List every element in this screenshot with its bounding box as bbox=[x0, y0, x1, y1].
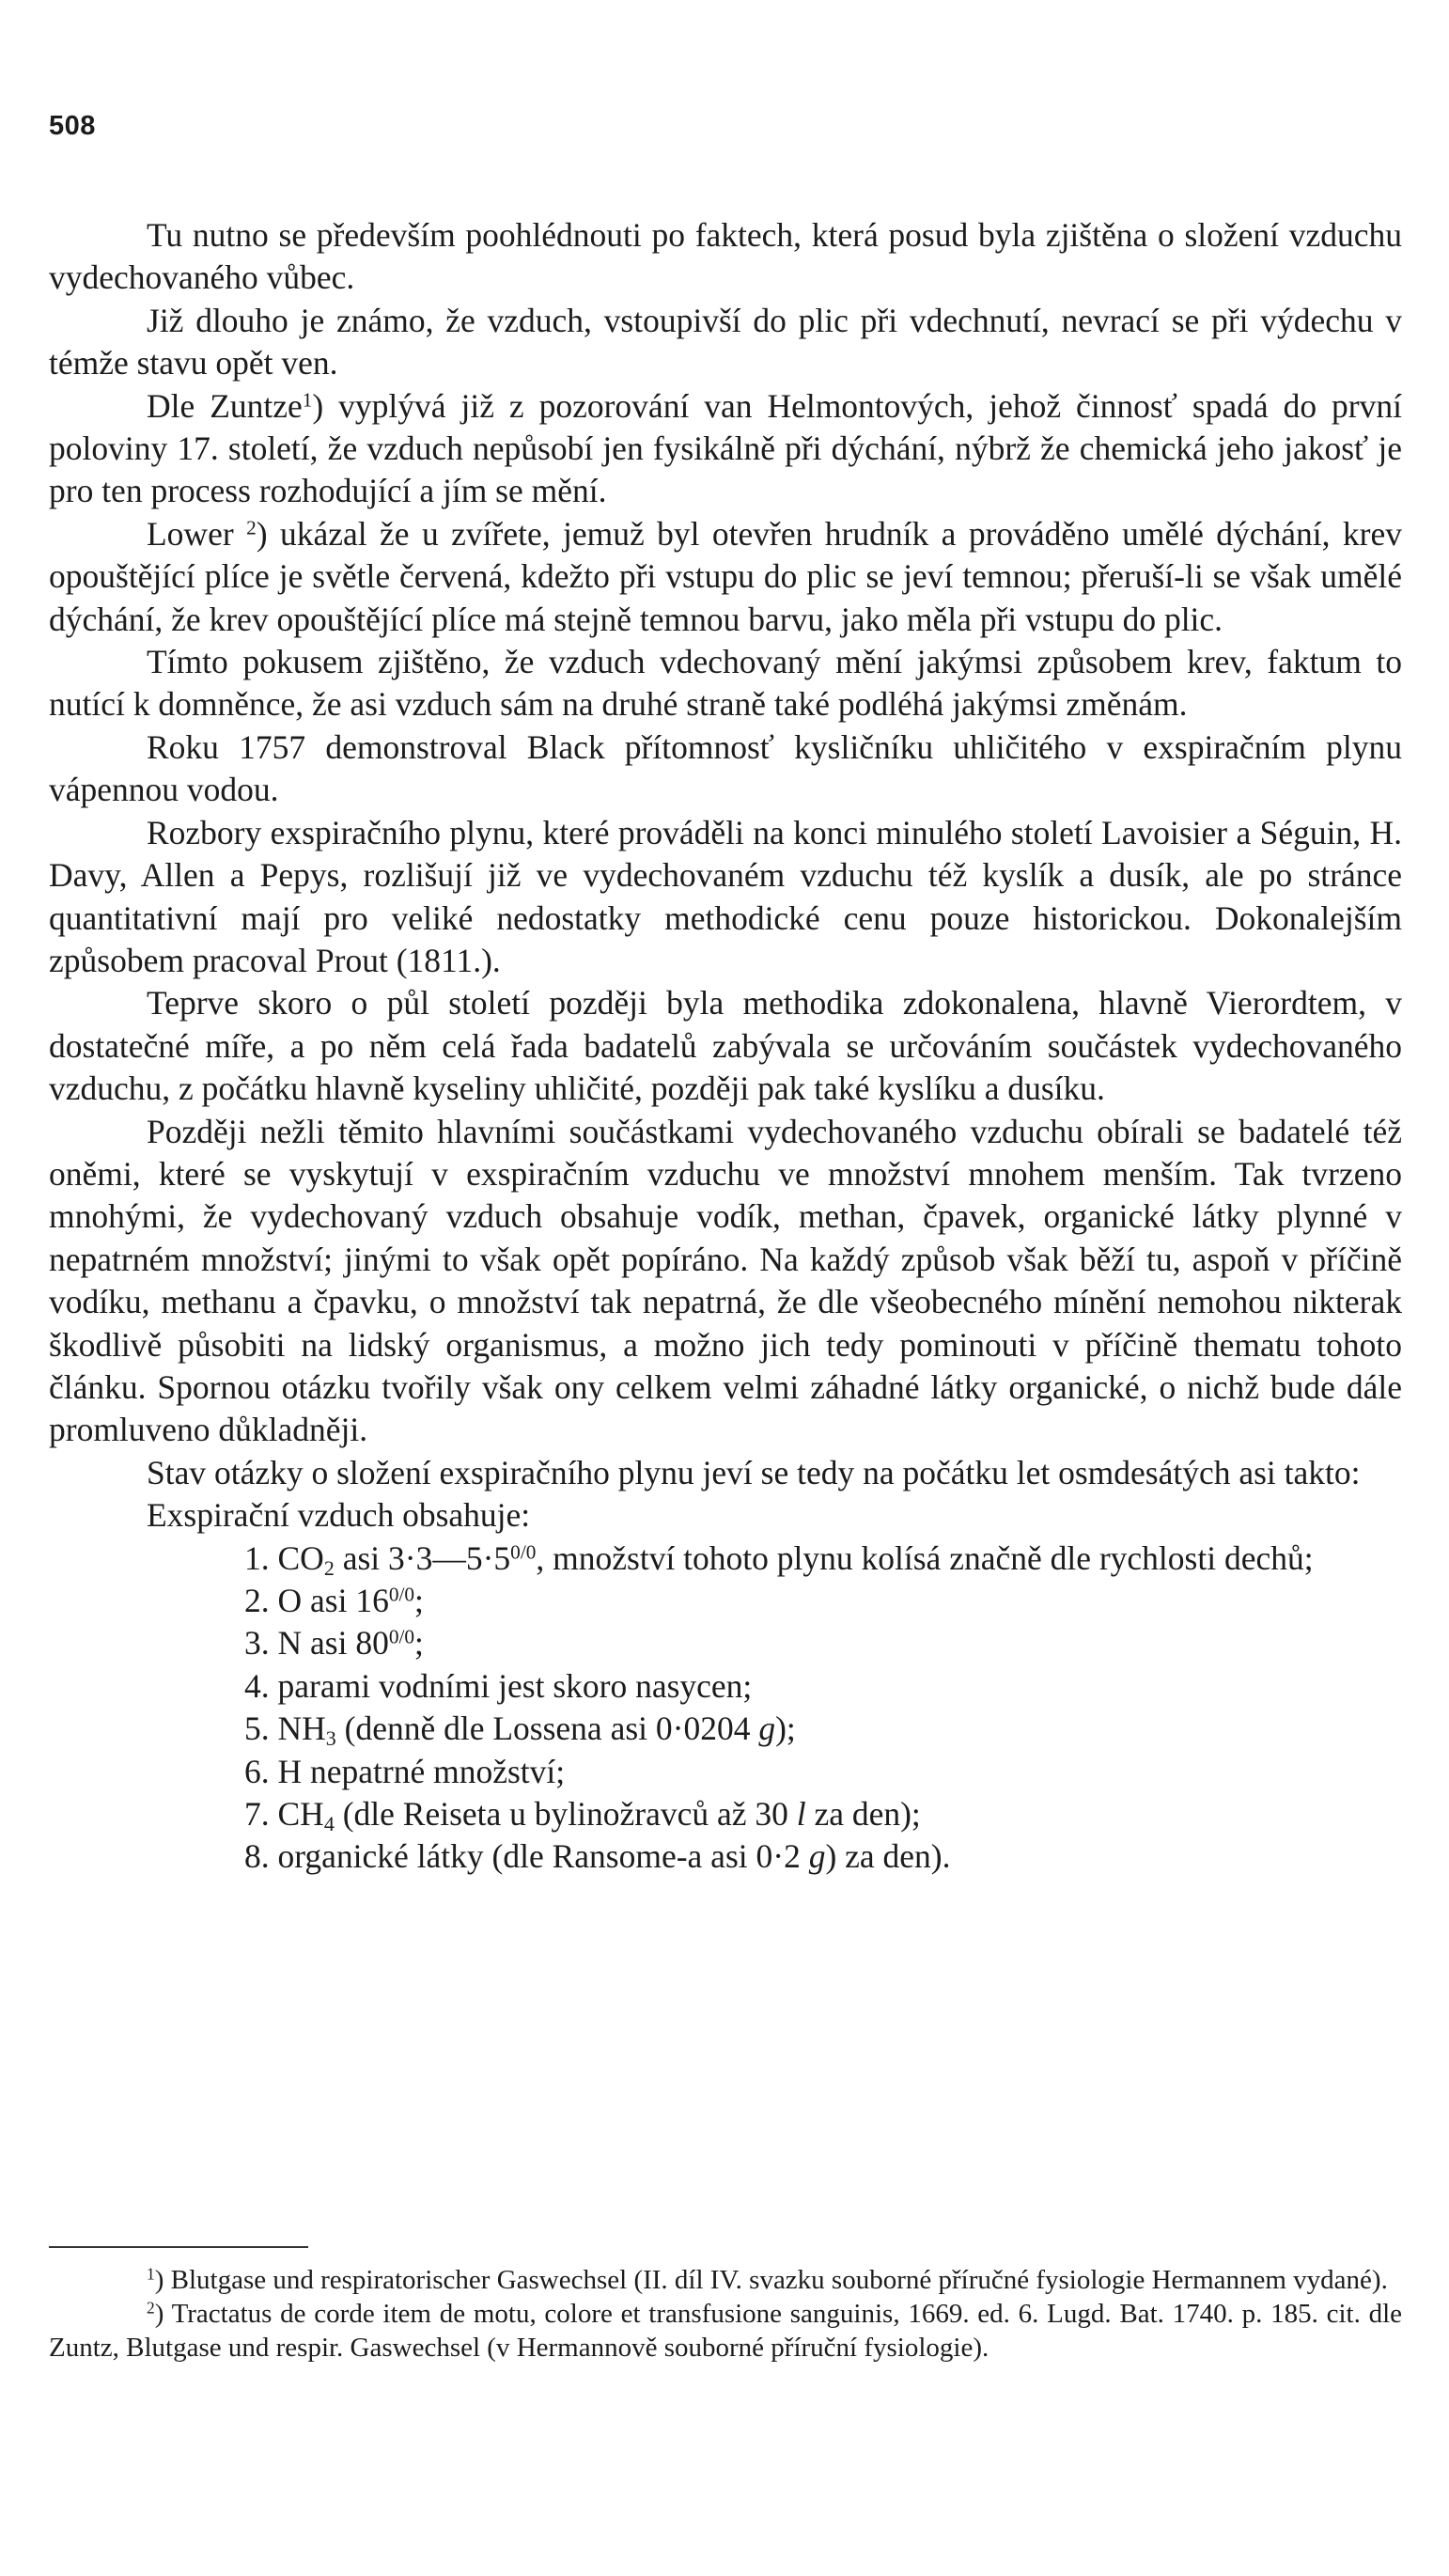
footnote-text: ) Tractatus de corde item de motu, colore et transfusione sanguinis, 1669. ed. 6. Lugd. Bat. 1740. p. 185. cit. dle Zuntz, Blutgase und respir. Gaswechsel (v Hermannově souborné příruční fysiologie). bbox=[49, 2299, 1402, 2363]
paragraph bbox=[49, 513, 1402, 641]
paragraph-text: Dle Zuntze bbox=[147, 386, 303, 425]
main-text bbox=[49, 214, 1402, 1879]
list-item bbox=[49, 1835, 1402, 1878]
paragraph-text: Lower bbox=[147, 514, 234, 553]
list-text: ; bbox=[414, 1582, 424, 1619]
list-number: 7. bbox=[244, 1795, 270, 1834]
list-text: ) za den). bbox=[825, 1837, 951, 1876]
footnote bbox=[49, 2263, 1402, 2297]
paragraph: Stav otázky o složení exspiračního plynu jeví se tedy na počátku let osmdesátých asi takto: bbox=[147, 1453, 1361, 1491]
paragraph-text: ) vyplývá již z pozorování van Helmontových, jehož činnosť spadá do první poloviny 17. století, že vzduch nepůsobí jen fysikálně při dýchání, nýbrž že chemická jeho jakosť je pro ten process rozhodující a jím se mění. bbox=[49, 386, 1402, 510]
list-text: CO bbox=[277, 1538, 324, 1577]
paragraph: Již dlouho je známo, že vzduch, vstoupivší do plic při vdechnutí, nevrací se při výdechu v témže stavu opět ven. bbox=[49, 301, 1402, 382]
list-item bbox=[49, 1538, 1402, 1580]
list-text: organické látky (dle Ransome-a asi 0·2 bbox=[277, 1837, 809, 1876]
list-text: asi 3·3—5·5 bbox=[334, 1538, 511, 1577]
list-item bbox=[49, 1751, 1402, 1793]
percent-sign: 0/0 bbox=[388, 1625, 415, 1648]
paragraph-text: ) ukázal že u zvířete, jemuž byl otevřen hrudník a prováděno umělé dýchání, krev opouštějící plíce je světle červená, kdežto při vstupu do plic se jeví temnou; přeruší-li se však umělé dýchání, že krev opouštějící plíce má stejně temnou barvu, jako měla při vstupu do plic. bbox=[49, 514, 1402, 638]
subscript: 2 bbox=[323, 1555, 335, 1580]
list-text: parami vodními jest skoro nasycen; bbox=[277, 1666, 753, 1705]
list-number: 6. bbox=[244, 1752, 270, 1790]
list-text: NH bbox=[277, 1710, 326, 1748]
list-text: CH bbox=[277, 1795, 324, 1834]
footnote bbox=[49, 2297, 1402, 2365]
list-item bbox=[49, 1580, 1402, 1622]
list-text: (dle Reiseta u bylinožravců až 30 bbox=[334, 1795, 797, 1834]
list-number: 4. bbox=[244, 1666, 270, 1705]
paragraph: Rozbory exspiračního plynu, které prováděli na konci minulého století Lavoisier a Séguin, H. Davy, Allen a Pepys, rozlišují již ve vydechovaném vzduchu též kyslík a dusík, ale po stránce quantitativní mají pro veliké nedostatky methodické cenu pouze historickou. Dokonalejším způsobem pracoval Prout (1811.). bbox=[49, 813, 1402, 979]
footnote-mark: 2 bbox=[147, 2298, 155, 2318]
footnote-ref: 1 bbox=[302, 387, 313, 411]
list-item bbox=[49, 1622, 1402, 1664]
list-text: N asi 80 bbox=[277, 1624, 389, 1663]
list-text: O asi 16 bbox=[277, 1582, 389, 1619]
page-number: 508 bbox=[49, 111, 96, 141]
list-number: 3. bbox=[244, 1624, 270, 1663]
footnote-ref: 2 bbox=[246, 516, 257, 539]
list-text: ; bbox=[414, 1624, 424, 1663]
footnote-text: ) Blutgase und respiratorischer Gaswechsel (II. díl IV. svazku souborné příručné fysiologie Hermannem vydané). bbox=[154, 2265, 1388, 2295]
subscript: 4 bbox=[323, 1812, 335, 1836]
list-number: 2. bbox=[244, 1582, 270, 1619]
list-text: , množství tohoto plynu kolísá značně dle rychlosti dechů; bbox=[536, 1538, 1314, 1577]
percent-sign: 0/0 bbox=[510, 1539, 537, 1563]
paragraph: Exspirační vzduch obsahuje: bbox=[147, 1496, 531, 1535]
footnote-mark: 1 bbox=[147, 2264, 155, 2284]
unit: g bbox=[808, 1837, 826, 1876]
list-number: 5. bbox=[244, 1710, 270, 1748]
paragraph: Roku 1757 demonstroval Black přítomnosť kysličníku uhličitého v exspiračním plynu vápennou vodou. bbox=[49, 727, 1402, 809]
percent-sign: 0/0 bbox=[388, 1583, 415, 1606]
subscript: 3 bbox=[325, 1726, 336, 1751]
paragraph: Tu nutno se především poohlédnouti po faktech, která posud byla zjištěna o složení vzduchu vydechovaného vůbec. bbox=[49, 216, 1402, 297]
list-item bbox=[49, 1793, 1402, 1835]
footnotes bbox=[49, 2263, 1402, 2365]
list-text: (denně dle Lossena asi 0·0204 bbox=[335, 1710, 759, 1748]
unit: g bbox=[758, 1710, 776, 1748]
list-number: 1. bbox=[244, 1538, 270, 1577]
list-number: 8. bbox=[244, 1837, 270, 1876]
list-text: ); bbox=[775, 1710, 796, 1748]
paragraph bbox=[49, 385, 1402, 513]
paragraph: Později nežli těmito hlavními součástkami vydechovaného vzduchu obírali se badatelé též oněmi, které se vyskytují v exspiračním vzduchu ve množství mnohem menším. Tak tvrzeno mnohými, že vydechovaný vzduch obsahuje vodík, methan, čpavek, organické látky plynné v nepatrném množství; jinými to však opět popíráno. Na každý způsob však běží tu, aspoň v příčině vodíku, methanu a čpavku, o množství tak nepatrná, že dle všeobecného mínění nemohou nikterak škodlivě působiti na lidský organismus, a možno jich tedy pominouti v příčině thematu tohoto článku. Spornou otázku tvořily však ony celkem velmi záhadné látky organické, o nichž bude dále promluveno důkladněji. bbox=[49, 1112, 1402, 1449]
list-item bbox=[49, 1708, 1402, 1750]
list-text: za den); bbox=[805, 1795, 921, 1834]
list-item bbox=[49, 1665, 1402, 1708]
list-text: H nepatrné množství; bbox=[277, 1752, 566, 1790]
paragraph: Teprve skoro o půl století později byla methodika zdokonalena, hlavně Vierordtem, v dostatečné míře, a po něm celá řada badatelů zabývala se určováním součástek vydechovaného vzduchu, z počátku hlavně kyseliny uhličité, později pak také kyslíku a dusíku. bbox=[49, 984, 1402, 1108]
unit: l bbox=[796, 1795, 806, 1834]
paragraph: Tímto pokusem zjištěno, že vzduch vdechovaný mění jakýmsi způsobem krev, faktum to nutící k domněnce, že asi vzduch sám na druhé straně také podléhá jakýmsi změnám. bbox=[49, 643, 1402, 724]
footnote-divider bbox=[49, 2246, 308, 2248]
